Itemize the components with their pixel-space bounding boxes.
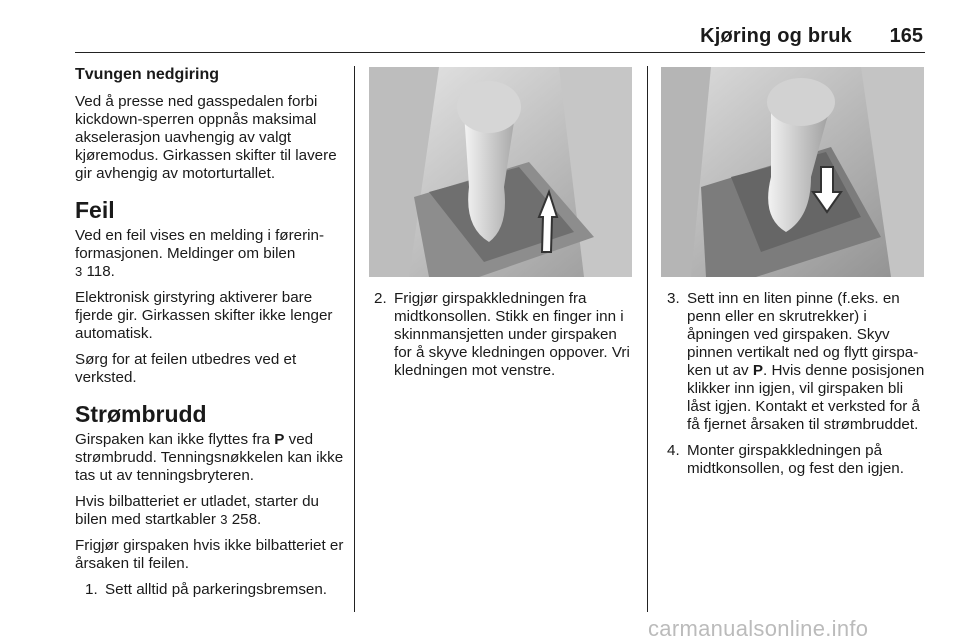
header-rule xyxy=(75,52,925,53)
left-column xyxy=(75,66,345,607)
list-item-step-2 xyxy=(374,290,636,380)
gear-lever-illustration xyxy=(661,67,924,277)
step-text: Monter girspakkledningen på midtkonsollen, og fest den igjen. xyxy=(687,442,904,477)
kickdown-paragraph: Ved å presse ned gasspedalen forbi kickdown-sperren oppnås maksimal akselerasjon uavhengig av valgt kjøremodus. Girkassen skifter til lavere gir avhengig av motorturtallet. xyxy=(75,93,337,182)
column-divider-right xyxy=(647,66,648,612)
power-paragraph-2: Hvis bilbatteriet er utladet, starter du bilen med startkabler 3 258. xyxy=(75,493,319,528)
page-number: 165 xyxy=(889,25,923,47)
list-item-step-1 xyxy=(85,581,345,599)
heading-kickdown: Tvungen nedgiring xyxy=(75,66,219,83)
list-item-step-4 xyxy=(667,442,929,478)
heading-fault: Feil xyxy=(75,197,115,223)
right-column xyxy=(667,290,929,486)
gear-lever-cover-photo xyxy=(369,67,632,277)
watermark: carmanualsonline.info xyxy=(648,616,869,641)
step-text: Sett inn en liten pinne (f.eks. en penn eller en skrutrekker) i åpningen ved girspaken. Skyv pinnen vertikalt ned og flytt girspaken ut av P. Hvis denne posisjonen klikker inn igjen, vil girspaken bli låst igjen. Kontakt et verksted for å få fjernet årsaken til strømbruddet. xyxy=(687,290,925,433)
fault-paragraph-3: Sørg for at feilen utbedres ved et verksted. xyxy=(75,351,297,386)
step-text: Frigjør girspakkledningen fra midtkonsollen. Stikk en finger inn i skinnmansjetten under girspaken for å skyve kledningen oppover. Vri kledningen mot venstre. xyxy=(394,290,630,379)
page-ref-icon: 3 xyxy=(75,264,83,279)
step-number: 2. xyxy=(374,290,387,307)
page-ref-link[interactable]: 258. xyxy=(231,511,262,528)
heading-power-failure: Strømbrudd xyxy=(75,401,207,427)
column-divider-left xyxy=(354,66,355,612)
page-ref-icon: 3 xyxy=(220,512,228,527)
middle-column xyxy=(374,290,636,388)
step-number: 3. xyxy=(667,290,680,307)
power-paragraph: Girspaken kan ikke flyttes fra P ved strømbrudd. Tenningsnøkkelen kan ikke tas ut av tenningsbryteren. xyxy=(75,431,344,484)
list-item-step-3 xyxy=(667,290,929,434)
step-number: 4. xyxy=(667,442,680,459)
step-text: Sett alltid på parkeringsbremsen. xyxy=(105,581,328,598)
power-paragraph-3: Frigjør girspaken hvis ikke bilbatteriet er årsaken til feilen. xyxy=(75,537,344,572)
running-header-title: Kjøring og bruk xyxy=(700,25,852,47)
page-ref-link[interactable]: 118. xyxy=(86,263,115,280)
step-number: 1. xyxy=(85,581,98,598)
fault-paragraph: Ved en feil vises en melding i førerinformasjonen. Meldinger om bilen 3 118. xyxy=(75,227,325,280)
gear-lever-release-photo xyxy=(661,67,924,277)
fault-paragraph-2: Elektronisk girstyring aktiverer bare fjerde gir. Girkassen skifter ikke lenger automatisk. xyxy=(75,289,333,342)
gear-lever-illustration xyxy=(369,67,632,277)
